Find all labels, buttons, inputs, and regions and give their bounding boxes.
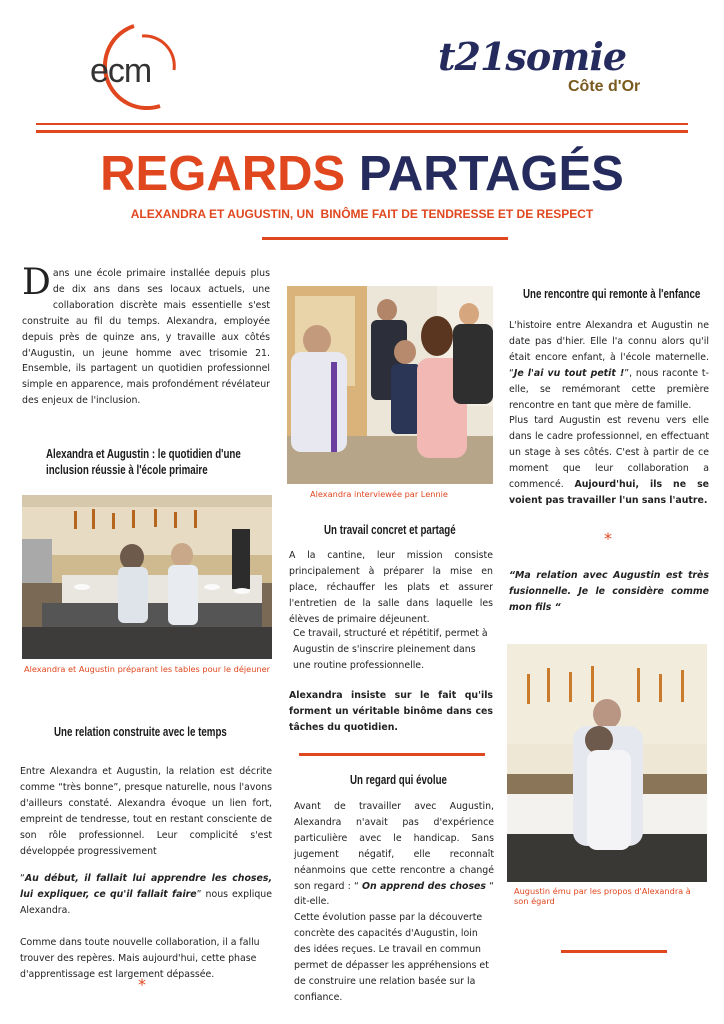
quote-text: Au début, il fallait lui apprendre les choses, lui expliquer, ce qu'il fallait faire [20, 873, 272, 901]
star-ornament-col3: * [604, 529, 612, 548]
regard-quote: On apprend des choses [362, 880, 486, 892]
quote-mark-open: “ [20, 873, 25, 885]
quote-tail: ” nous explique Alexandra. [20, 889, 272, 917]
section-divider-col3 [561, 950, 667, 953]
ecm-logo-text: ecm [90, 52, 152, 90]
fusion-quote [509, 568, 709, 616]
photo-caption-interview: Alexandra interviewée par Lennie [310, 489, 448, 499]
photo-caption-tables: Alexandra et Augustin préparant les tables pour le déjeuner [24, 664, 270, 674]
trisomie-logo-subtext: Côte d'Or [568, 78, 641, 95]
header-rule-top [36, 123, 688, 125]
relation-paragraph-2: Comme dans toute nouvelle collaboration, il a fallu trouver des repères. Mais aujourd'hui, cette phase d'apprentissage est largement dépassée. [20, 937, 260, 980]
section-heading-relation: Une relation construite avec le temps [54, 725, 227, 739]
title-part1: REGARDS [100, 147, 346, 201]
title-part2: PARTAGÉS [358, 147, 624, 201]
photo-hug [507, 644, 707, 882]
section-heading-regard: Un regard qui évolue [350, 773, 447, 787]
page-title [0, 146, 724, 202]
travail-block-3 [289, 688, 493, 736]
section-divider-col2 [299, 753, 485, 756]
star-ornament-col1: * [138, 975, 146, 994]
relation-block [20, 764, 272, 983]
ecm-logo [82, 22, 186, 114]
photo-caption-hug: Augustin ému par les propos d'Alexandra à son égard [514, 886, 691, 906]
regard-block [294, 799, 494, 1006]
photo-interview [287, 286, 493, 484]
trisomie-logo-text: t21somie [438, 34, 626, 79]
enfance-text-a: L'histoire entre Alexandra et Augustin ne date pas d'hier. Elle l'a connu alors qu'il était encore enfant, à l'école maternelle. “ [509, 320, 709, 379]
enfance-paragraph-1 [509, 318, 709, 413]
travail-paragraph-1: A la cantine, leur mission consiste principalement à préparer la mise en place, réchauffer les plats et assurer l'entretien de la salle dans laquelle les élèves de primaire déjeunent. [289, 550, 493, 625]
drop-cap: D [22, 262, 51, 303]
header-rule-bottom [36, 130, 688, 133]
heading-line-2: inclusion réussie à l'école primaire [46, 463, 208, 477]
enfance-quote: Je l'ai vu tout petit ! [513, 367, 625, 379]
section-heading-enfance: Une rencontre qui remonte à l'enfance [523, 287, 701, 301]
section-heading-travail: Un travail concret et partagé [324, 523, 456, 537]
trisomie-logo [438, 34, 668, 104]
enfance-text-c: Plus tard Augustin est revenu vers elle dans le cadre professionnel, en effectuant un stage à ses côtés. C'est à partir de ce moment que leur collaboration a commencé. [509, 415, 709, 491]
regard-text-b: “ dit-elle. [294, 880, 495, 908]
page-subtitle: ALEXANDRA ET AUGUSTIN, UN BINÔME FAIT DE TENDRESSE ET DE RESPECT [130, 207, 594, 221]
heading-line-1: Alexandra et Augustin : le quotidien d'une [46, 447, 241, 461]
enfance-text-b: ”, nous raconte t-elle, se remémorant cette première rencontre en tant que mère de famille. [509, 367, 709, 411]
travail-paragraph-3: Alexandra insiste sur le fait qu'ils forment un véritable binôme dans ces tâches du quotidien. [289, 690, 493, 733]
title-underline [262, 237, 508, 240]
travail-block-2 [293, 626, 493, 674]
regard-text-a: Avant de travailler avec Augustin, Alexandra n'avait pas d'expérience particulière avec le handicap. Sans jugement négatif, elle reconnaît néanmoins que cette rencontre a changé son regard : “ [294, 801, 494, 892]
intro-block [22, 262, 270, 409]
fusion-quote-text: “Ma relation avec Augustin est très fusionnelle. Je le considère comme mon fils “ [509, 570, 709, 613]
section-heading-quotidien [46, 446, 241, 478]
regard-paragraph-1 [294, 799, 494, 910]
travail-paragraph-2: Ce travail, structuré et répétitif, permet à Augustin de s'inscrire pleinement dans une routine professionnelle. [293, 628, 488, 671]
travail-block [289, 548, 493, 628]
enfance-bold-text: Aujourd'hui, ils ne se voient pas travailler l'un sans l'autre. [509, 479, 710, 506]
enfance-block [509, 318, 709, 509]
intro-paragraph: ans une école primaire installée depuis plus de dix ans dans ses locaux actuels, une collaboration discrète mais essentielle s'est construite au fil du temps. Alexandra, employée depuis près de quinze ans, y travaille aux côtés d'Augustin, un jeune homme avec trisomie 21. Ensemble, ils partagent un quotidien professionnel simple en apparence, mais profondément révélateur des enjeux de l'inclusion. [22, 268, 270, 407]
photo-tables-preparation [22, 495, 272, 659]
relation-quote [20, 871, 272, 919]
relation-paragraph-1: Entre Alexandra et Augustin, la relation est décrite comme “très bonne”, presque naturelle, nous l'avons d'ailleurs constaté. Alexandra évoque un lien fort, empreint de tendresse, tout en restant consciente de son rôle professionnel. Leur complicité s'est développée progressivement [20, 766, 272, 857]
enfance-paragraph-2 [509, 413, 709, 508]
regard-paragraph-2: Cette évolution passe par la découverte concrète des capacités d'Augustin, loin des idées reçues. Le travail en commun permet de dépasser les appréhensions et de construire une relation basée sur la confiance. [294, 912, 489, 1003]
